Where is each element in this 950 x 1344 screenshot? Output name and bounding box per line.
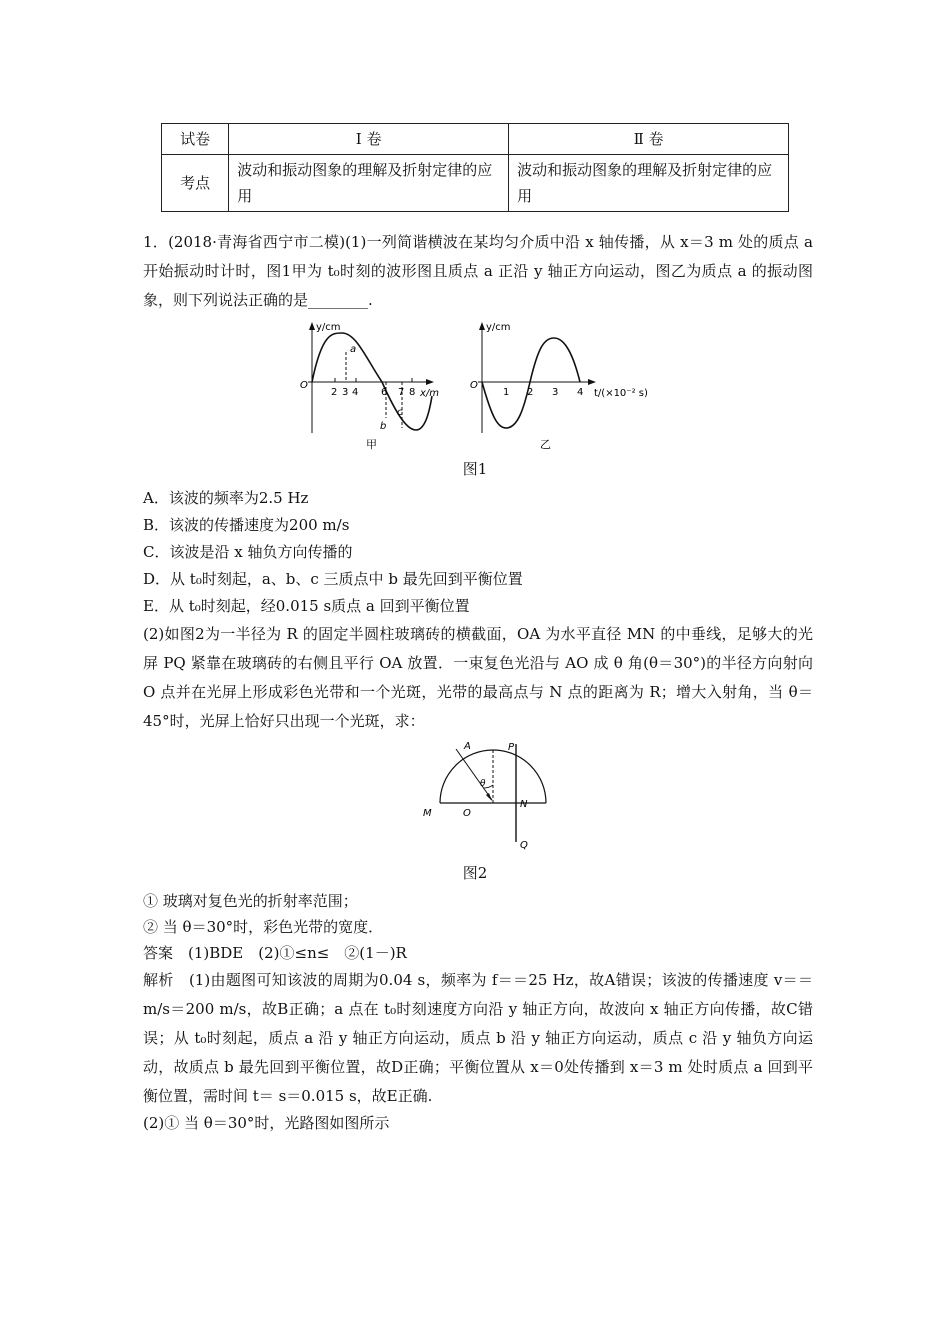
vibration-curve (482, 338, 580, 428)
question-stem: 1．(2018·青海省西宁市二模)(1)一列简谐横波在某均匀介质中沿 x 轴传播，从 x＝3 m 处的质点 a 开始振动时计时，图1甲为 t₀时刻的波形图且质点 a 正沿 y 轴正方向运动，图乙为质点 a 的振动图象，则下列说法正确的是________. (143, 233, 813, 309)
part2-text: (2)如图2为一半径为 R 的固定半圆柱玻璃砖的横截面，OA 为水平直径 MN 的中垂线，足够大的光屏 PQ 紧靠在玻璃砖的右侧且平行 OA 放置．一束复色光沿与 AO 成 θ 角(θ＝30°)的半径方向射向 O 点并在光屏上形成彩色光带和一个光斑，光带的最高点与 N 点的距离为 R；增大入射角，当 θ＝45°时，光屏上恰好只出现一个光斑，求： (143, 625, 813, 730)
tick-label: 6 (381, 387, 388, 398)
figure-caption: 图1 (462, 460, 488, 478)
tick-label: 2 (527, 387, 534, 398)
point-label-a: A (464, 741, 471, 752)
point-label-p: P (508, 742, 515, 753)
point-label: c (397, 407, 403, 418)
tick-label: 1 (503, 387, 510, 398)
table-header-cell: Ⅱ 卷 (509, 124, 789, 155)
axis-label: y/cm (316, 322, 341, 333)
option-e: E．从 t₀时刻起，经0.015 s质点 a 回到平衡位置 (143, 597, 470, 615)
sub-question-1: ① 玻璃对复色光的折射率范围； (143, 892, 358, 910)
table-header-cell: 试卷 (162, 124, 229, 155)
tick-label: 7 (398, 387, 405, 398)
axis-label: y/cm (486, 322, 511, 333)
origin-label: O (470, 380, 478, 391)
point-label: b (380, 421, 387, 432)
table-header-cell: Ⅰ 卷 (229, 124, 509, 155)
option-a: A．该波的频率为2.5 Hz (143, 489, 309, 507)
sub-question-2: ② 当 θ＝30°时，彩色光带的宽度． (143, 918, 384, 936)
tick-label: 3 (552, 387, 559, 398)
answer: 答案 (1)BDE (2)①≤n≤ ②(1－)R (143, 944, 407, 962)
option-c: C．该波是沿 x 轴负方向传播的 (143, 543, 353, 561)
tick-label: 4 (352, 387, 359, 398)
point-label-m: M (423, 808, 432, 819)
vibration-graph (470, 322, 648, 451)
figure-1 (290, 318, 670, 458)
wave-graph (300, 322, 439, 451)
analysis: 解析 (1)由题图可知该波的周期为0.04 s，频率为 f＝＝25 Hz，故A错误；该波的传播速度 v＝＝ m/s＝200 m/s，故B正确；a 点在 t₀时刻速度方向沿 y 轴正方向，故波向 x 轴正方向传播，故C错误；从 t₀时刻起，质点 a 沿 y 轴正方向运动，质点 b 沿 y 轴正方向运动，质点 c 沿 y 轴负方向运动，故质点 b 最先回到平衡位置，故D正确；平衡位置从 x＝0处传播到 x＝3 m 处时质点 a 回到平衡位置，需时间 t＝ s＝0.015 s，故E正确. (143, 971, 813, 1105)
point-label-o: O (463, 808, 471, 819)
exam-topic-table (161, 123, 789, 212)
point-label: a (350, 344, 357, 355)
graph-name: 乙 (540, 438, 551, 451)
option-b: B．该波的传播速度为200 m/s (143, 516, 350, 534)
table-row-label: 考点 (162, 155, 229, 212)
figure-2 (410, 736, 560, 856)
tick-label: 8 (409, 387, 416, 398)
analysis-part2: (2)① 当 θ＝30°时，光路图如图所示 (143, 1114, 390, 1132)
tick-label: 3 (342, 387, 349, 398)
option-d: D．从 t₀时刻起，a、b、c 三质点中 b 最先回到平衡位置 (143, 570, 523, 588)
axis-label: x/m (420, 388, 440, 399)
tick-label: 4 (577, 387, 584, 398)
graph-name: 甲 (366, 438, 377, 451)
tick-label: 2 (331, 387, 338, 398)
figure-caption: 图2 (462, 864, 488, 882)
origin-label: O (300, 380, 308, 391)
point-label-q: Q (520, 840, 528, 851)
point-label-n: N (520, 799, 528, 810)
table-cell: 波动和振动图象的理解及折射定律的应用 (509, 155, 789, 212)
table-cell: 波动和振动图象的理解及折射定律的应用 (229, 155, 509, 212)
axis-label: t/(×10⁻² s) (594, 388, 648, 399)
angle-label: θ (480, 779, 486, 789)
